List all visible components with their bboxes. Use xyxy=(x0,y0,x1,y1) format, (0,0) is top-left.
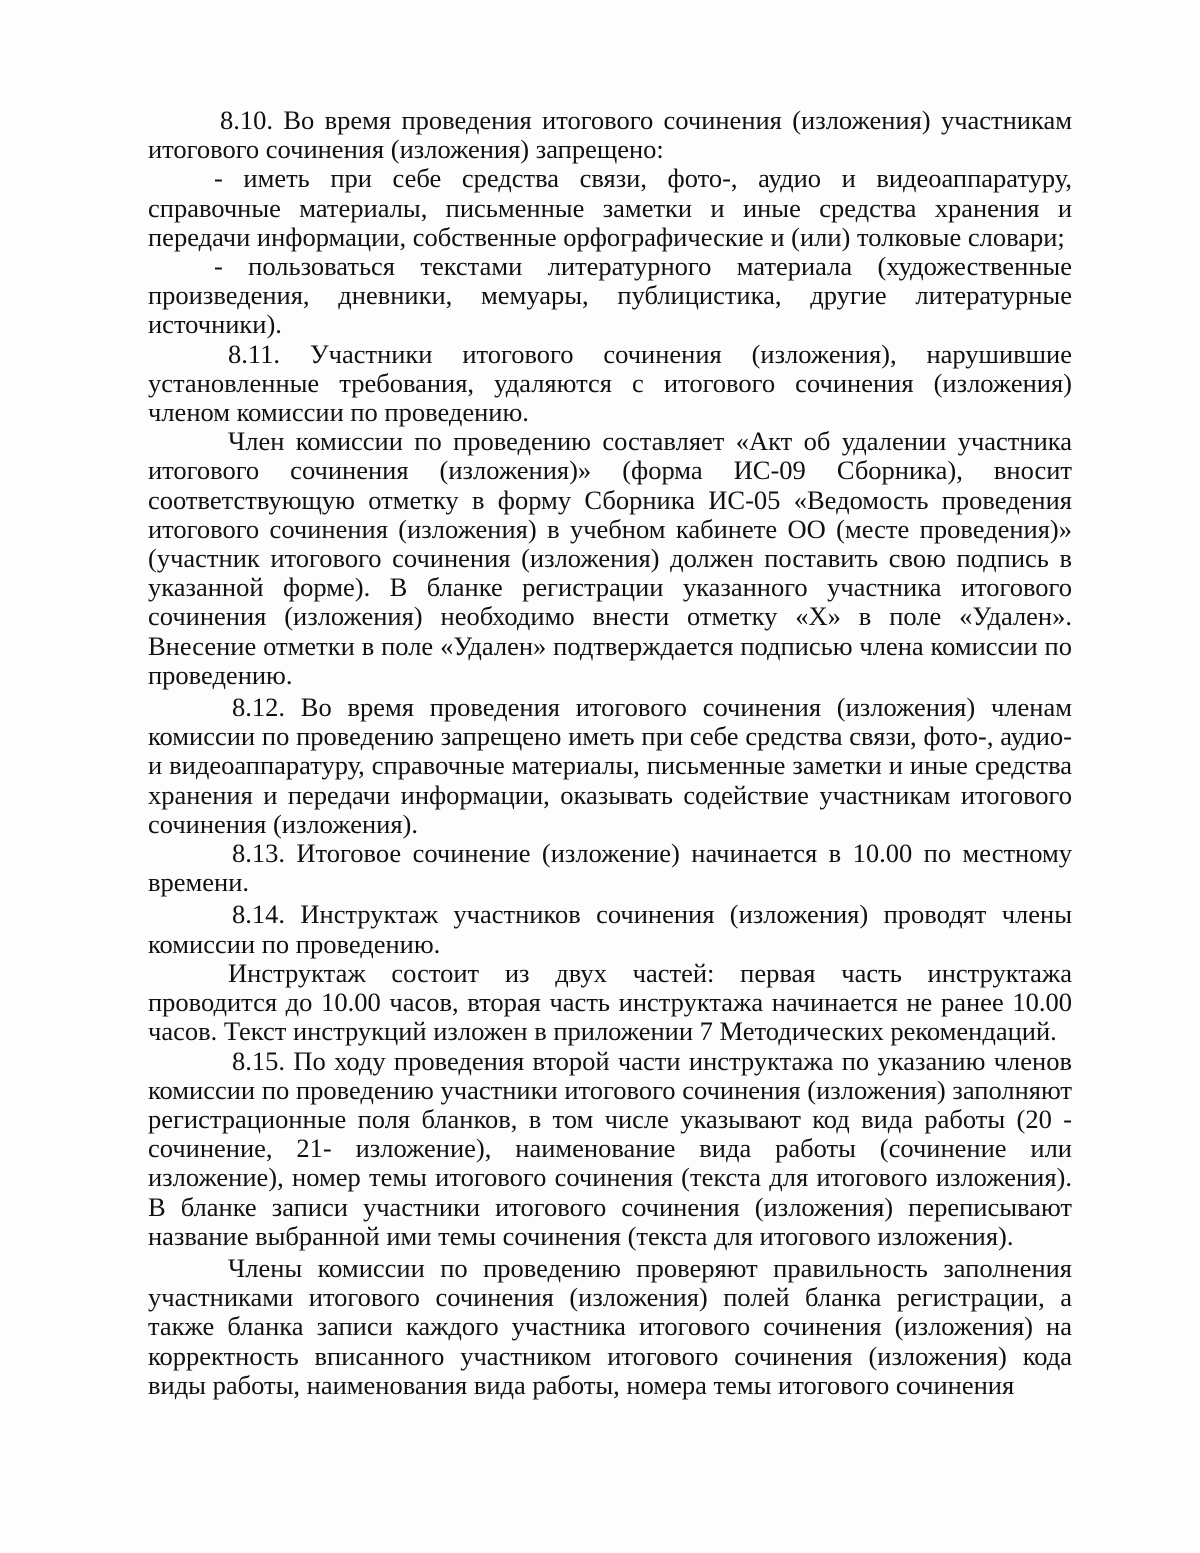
paragraph-removal-act: Член комиссии по проведению составляет «Акт об удалении участника итогового сочинения (изложения)» (форма ИС-09 Сборника), вносит соответствующую отметку в форму Сборника ИС-05 «Ведомость проведения итогового сочинения (изложения) в учебном кабинете ОО (месте проведения)» (участник итогового сочинения (изложения) должен поставить свою подпись в указанной форме). В бланке регистрации указанного участника итогового сочинения (изложения) необходимо внести отметку «X» в поле «Удален». Внесение отметки в поле «Удален» подтверждается подписью члена комиссии по проведению. xyxy=(148,426,1072,690)
list-item-prohibited-texts: - пользоваться текстами литературного материала (художественные произведения, дневники, мемуары, публицистика, другие литературные источники). xyxy=(148,251,1072,340)
paragraph-briefing-parts: Инструктаж состоит из двух частей: первая часть инструктажа проводится до 10.00 часов, вторая часть инструктажа начинается не ранее 10.00 часов. Текст инструкций изложен в приложении 7 Методических рекомендаций. xyxy=(148,957,1072,1047)
paragraph-form-check: Члены комиссии по проведению проверяют правильность заполнения участниками итогового сочинения (изложения) полей бланка регистрации, а также бланка записи каждого участника итогового сочинения (изложения) на корректность вписанного участником итогового сочинения (изложения) кода виды работы, наименования вида работы, номера темы итогового сочинения xyxy=(148,1252,1072,1400)
document-body xyxy=(148,106,1072,1400)
paragraph-8-12: 8.12. Во время проведения итогового сочинения (изложения) членам комиссии по проведению запрещено иметь при себе средства связи, фото-, аудио- и видеоаппаратуру, справочные материалы, письменные заметки и иные средства хранения и передачи информации, оказывать содействие участникам итогового сочинения (изложения). xyxy=(148,692,1072,839)
paragraph-8-10: 8.10. Во время проведения итогового сочинения (изложения) участникам итогового сочинения (изложения) запрещено: xyxy=(148,105,1072,165)
paragraph-8-14: 8.14. Инструктаж участников сочинения (изложения) проводят члены комиссии по проведению. xyxy=(148,899,1072,959)
paragraph-8-13: 8.13. Итоговое сочинение (изложение) начинается в 10.00 по местному времени. xyxy=(148,838,1072,898)
paragraph-8-11: 8.11. Участники итогового сочинения (изложения), нарушившие установленные требования, удаляются с итогового сочинения (изложения) членом комиссии по проведению. xyxy=(148,338,1072,428)
list-item-prohibited-devices: - иметь при себе средства связи, фото-, аудио и видеоаппаратуру, справочные материалы, письменные заметки и иные средства хранения и передачи информации, собственные орфографические и (или) толковые словари; xyxy=(148,163,1072,252)
paragraph-8-15: 8.15. По ходу проведения второй части инструктажа по указанию членов комиссии по проведению участники итогового сочинения (изложения) заполняют регистрационные поля бланков, в том числе указывают код вида работы (20 - сочинение, 21- изложение), наименование вида работы (сочинение или изложение), номер темы итогового сочинения (текста для итогового изложения). В бланке записи участники итогового сочинения (изложения) переписывают название выбранной ими темы сочинения (текста для итогового изложения). xyxy=(148,1045,1072,1251)
